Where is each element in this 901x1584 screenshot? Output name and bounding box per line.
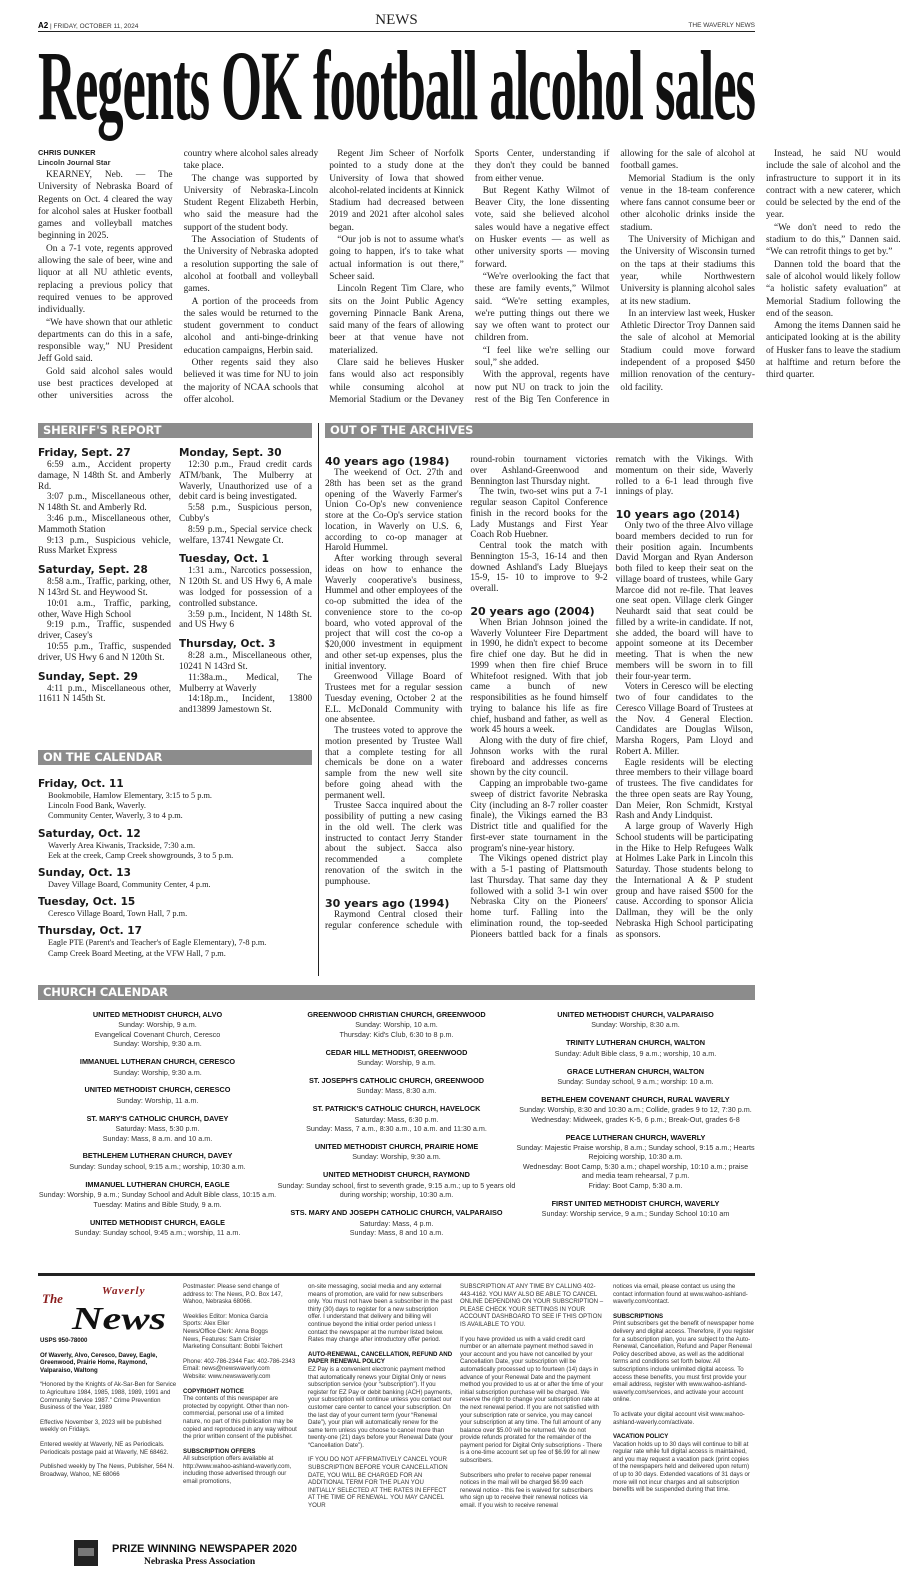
church-column <box>38 1010 277 1246</box>
sheriff-entry: 3:46 p.m., Miscellaneous other, Mammoth Station <box>38 513 171 535</box>
article-paragraph: Other regents said they also believed it was time for NU to join the majority of NCAA schools that offer alcohol. <box>183 358 319 405</box>
footer-text: To activate your digital account visit www.wahoo-ashland-waverly.com/activate. <box>613 1410 745 1426</box>
service-times: Tuesday: Matins and Bible Study, 9 a.m. <box>93 1199 222 1209</box>
sheriff-day-heading: Sunday, Sept. 29 <box>38 670 138 683</box>
calendar-header: ON THE CALENDAR <box>38 750 312 765</box>
calendar-event: Eagle PTE (Parent's and Teacher's of Eagle Elementary), 7-8 p.m. <box>48 938 267 948</box>
service-times: Sunday: Worship, 9 a.m. <box>357 1058 436 1068</box>
church-entry <box>38 1057 277 1077</box>
church-name: FIRST UNITED METHODIST CHURCH, WAVERLY <box>551 1198 720 1208</box>
archive-paragraph: Along with the duty of fire chief, Johnson works with the rural fireboard and addresses concerns shown by the city council. <box>470 736 608 779</box>
church-entry <box>516 1010 755 1030</box>
calendar-event: Community Center, Waverly, 3 to 4 p.m. <box>48 811 183 821</box>
archive-paragraph: Only two of the three Alvo village board members decided to run for their position again. Incumbents David Morgan and Ryan Anderson both filed to keep their seat on the village board of trustees, while Gary Marcoe did not re-file. That leaves one seat open. Village clerk Ginger Neuhardt said that seat could be filled by a write-in candidate. If not, she added, the board will have to appoint someone at its December meeting. That is when the new members will be sworn in to fill their four-year term. <box>615 521 753 682</box>
church-name: UNITED METHODIST CHURCH, EAGLE <box>90 1217 225 1227</box>
service-times: Thursday: Kid's Club, 6:30 to 8 p.m. <box>339 1029 454 1039</box>
calendar-event: Lincoln Food Bank, Waverly. <box>48 801 146 811</box>
article-paragraph: Instead, he said NU would include the sale of alcohol and the infrastructure to support it in its contract with a new caterer, which could be selected by the end of the year. <box>765 149 901 221</box>
article-paragraph: In an interview last week, Husker Athletic Director Troy Dannen said the sale of alcohol at Memorial Stadium could move forward independent of a proposed $450 million renovation of the century-old facility. <box>620 308 755 393</box>
sheriff-entry: 6:59 a.m., Accident property damage, N 148th St. and Amberly Rd. <box>38 460 171 492</box>
footer-text: The contents of this newspaper are protected by copyright. Other than non-commercial, personal use of a limited nature, no part of this publication may be copied and reproduced in any way without the prior written consent of the publisher. <box>183 1395 297 1441</box>
main-article <box>38 148 901 410</box>
church-name: TRINITY LUTHERAN CHURCH, WALTON <box>565 1038 706 1048</box>
sheriff-entry: 3:59 p.m., Incident, N 148th St. and US Hwy 6 <box>179 609 312 631</box>
service-times: Saturday: Mass, 4 p.m. <box>359 1218 434 1228</box>
calendar-content <box>38 772 312 959</box>
archive-paragraph: The twin, two-set wins put a 7-1 regular season Capitol Conference finish in the record books for the Lady Mustangs and First Year Coach Rob Huebner. <box>470 487 608 541</box>
archive-paragraph: Central took the match with Bennington 15-3, 16-14 and then downed Ashland's Lady Bluejays 15-9, 15- 10 to improve to 9-2 overall. <box>470 541 608 594</box>
church-name: ST. PATRICK'S CATHOLIC CHURCH, HAVELOCK <box>312 1104 481 1114</box>
footer-column-1 <box>40 1337 178 1485</box>
footer-text: Published weekly by The News, Publisher, 564 N. Broadway, Wahoo, NE 68066 <box>40 1463 175 1478</box>
article-paragraph: The change was supported by University of Nebraska-Lincoln Student Regent Elizabeth Herbin, who said the measure had the support of the student body. <box>183 173 319 233</box>
prize-badge <box>74 1540 314 1568</box>
church-name: UNITED METHODIST CHURCH, CERESCO <box>84 1085 231 1095</box>
footer-heading: SUBSCRIPTIONS <box>613 1312 664 1320</box>
article-paragraph: “Our job is not to assume what's going to happen, it's to take what actual information is out there,” Scheer said. <box>329 235 464 282</box>
article-paragraph: Among the items Dannen said he anticipated looking at is the ability of Husker fans to leave the stadium at halftime and return before the third quarter. <box>765 321 901 381</box>
church-name: CEDAR HILL METHODIST, GREENWOOD <box>325 1047 468 1057</box>
service-times: Sunday: Worship, 9 a.m. <box>118 1020 197 1030</box>
service-times: Sunday: Mass, 8 a.m. and 10 a.m. <box>102 1133 213 1143</box>
sheriff-entry: 14:18p.m., Incident, 13800 and13899 Jamestown St. <box>179 694 312 716</box>
sheriff-entry: 9:13 p.m., Suspicious vehicle, Russ Market Express <box>38 535 171 557</box>
sheriff-day-heading: Tuesday, Oct. 1 <box>179 553 269 566</box>
service-times: Sunday: Worship, 9:30 a.m. <box>113 1067 202 1077</box>
footer-text: Weeklies Editor: Monica Garcia Sports: Alex Eller News/Office Clerk: Anna Boggs News, Features: Sam Crisler Marketing Consultant: Bobbi Teichert <box>183 1312 283 1351</box>
sheriff-entry: 9:19 p.m., Traffic, suspended driver, Casey's <box>38 620 171 642</box>
prize-title: PRIZE WINNING NEWSPAPER 2020 <box>112 1543 297 1555</box>
archive-paragraph: The Vikings opened district play with a 5-1 pasting of Plattsmouth last Thursday. That same day they followed with a solid 3-1 win over Nebraska City on the Pioneers' home turf. Falling into the elimination round, the top-seeded Pioneers battled back for a finals rematch with the Vikings. With momentum on their side, Waverly rolled to a 6-1 lead through five innings of play. <box>470 455 753 940</box>
service-times: Friday: Boot Camp, 5:30 a.m. <box>588 1180 683 1190</box>
service-times: Evangelical Covenant Church, Ceresco <box>94 1029 221 1039</box>
footer-text: notices via email, please contact us using the contact information found at www.wahoo-ashland-waverly.com/contact. <box>613 1283 748 1306</box>
church-entry <box>516 1038 755 1058</box>
article-paragraph: On a 7-1 vote, regents approved allowing the sale of beer, wine and liquor at all NU athletic events, replacing a previous policy that required venues to be approved individually. <box>38 243 173 316</box>
calendar-event: Eek at the creek, Camp Creek showgrounds, 3 to 5 p.m. <box>48 850 234 860</box>
church-name: PEACE LUTHERAN CHURCH, WAVERLY <box>565 1132 706 1142</box>
footer-text: on-site messaging, social media and any external means of promotion, are valid for new subscribers only. You must not have been a subscriber in the past thirty (30) days to register for a new subscription offer. I understand that delivery and billing will continue beyond the initial order period unless I contact the newspaper at the number listed below. Rates may change after introductory offer period. <box>308 1283 453 1344</box>
church-name: IMMANUEL LUTHERAN CHURCH, EAGLE <box>85 1179 230 1189</box>
archive-paragraph: Trustee Sacca inquired about the possibility of putting a new casing in the old well. The clerk was instructed to contact Jerry Stander about the subject. Sacca also recommended a complete renovation of the switch in the pumphouse. <box>325 801 463 887</box>
article-paragraph: “We're overlooking the fact that these are family events,” Wilmot said. “We're setting examples, we're putting things out there we say we often want to protect our children from. <box>474 271 610 344</box>
article-paragraph: Dannen told the board that the sale of alcohol would likely follow “a holistic safety evaluation” at Memorial Stadium following the end of the season. <box>765 259 901 319</box>
church-calendar-header: CHURCH CALENDAR <box>38 985 755 1000</box>
sheriff-entry: 11:38a.m., Medical, The Mulberry at Waverly <box>179 672 312 694</box>
church-entry <box>277 1010 516 1039</box>
church-entry <box>277 1208 516 1237</box>
church-entry <box>516 1133 755 1190</box>
sheriff-entry: 10:01 a.m., Traffic, parking, other, Wave High School <box>38 598 171 620</box>
service-times: Sunday: Worship, 10 a.m. <box>355 1020 438 1030</box>
archive-heading: 20 years ago (2004) <box>470 604 595 618</box>
archives-content <box>325 455 753 975</box>
sheriff-day-heading: Monday, Sept. 30 <box>179 447 282 459</box>
calendar-day-heading: Sunday, Oct. 13 <box>38 867 131 880</box>
headline: Regents OK football alcohol sales <box>38 30 755 141</box>
footer-text: SUBSCRIPTION AT ANY TIME BY CALLING 402-443-4162. YOU MAY ALSO BE ABLE TO CANCEL ONLINE DEPENDING ON YOUR SUBSCRIPTION – PLEASE CHECK YOUR SETTINGS IN YOUR ACCOUNT DASHBOARD TO SEE IF THIS OPTION IS AVAILABLE TO YOU. <box>460 1283 604 1328</box>
footer-text: EZ Pay is a convenient electronic payment method that automatically renews your Digital Only or news subscription service (your “subscription”). If you register for EZ Pay or debit banking (ACH) payments, your subscription will continue unless you contact our customer care center to cancel your subscription. On the last day of your current term (your “Renewal Date”), your plan will automatically renew for the same term unless you choose to cancel more than twenty-one (21) days before your Renewal Date (your “Cancellation Date”). <box>308 1365 453 1449</box>
church-entry <box>38 1218 277 1238</box>
archive-paragraph: Raymond Central closed their regular conference schedule with round-robin tournament victories over Ashland-Greenwood and Bennington last Thursday night. <box>325 455 608 931</box>
sheriff-day-heading: Friday, Sept. 27 <box>38 447 131 459</box>
church-column <box>277 1010 516 1246</box>
footer-heading: Of Waverly, Alvo, Ceresco, Davey, Eagle, Greenwood, Prairie Home, Raymond, Valparaiso, Waltong <box>40 1351 158 1374</box>
article-paragraph: A portion of the proceeds from the sales would be returned to the student government to conduct alcohol and anti-binge-drinking education campaigns, Herbin said. <box>183 296 319 356</box>
calendar-event: Bookmobile, Hamlow Elementary, 3:15 to 5 p.m. <box>48 791 212 800</box>
church-entry <box>277 1104 516 1133</box>
church-name: ST. JOSEPH'S CATHOLIC CHURCH, GREENWOOD <box>308 1076 485 1086</box>
church-name: UNITED METHODIST CHURCH, RAYMOND <box>323 1170 470 1180</box>
sheriff-entry: 5:58 p.m., Suspicious person, Cubby's <box>179 503 312 524</box>
article-paragraph: “We don't need to redo the stadium to do this,” Dannen said. “We can retrofit things to get by.” <box>765 222 901 258</box>
sheriff-day-heading: Thursday, Oct. 3 <box>179 638 276 651</box>
sheriff-entry: 8:59 p.m., Special service check welfare, 13741 Newgate Ct. <box>179 524 312 546</box>
article-paragraph: “We have shown that our athletic departments can do this in a safe, responsible way,” NU President Jeff Gold said. <box>38 317 173 365</box>
calendar-event: Ceresco Village Board, Town Hall, 7 p.m. <box>48 909 188 919</box>
footer-heading: AUTO-RENEWAL, CANCELLATION, REFUND AND PAPER RENEWAL POLICY <box>308 1350 453 1366</box>
service-times: Sunday: Worship, 11 a.m. <box>116 1095 199 1105</box>
sheriff-entry: 10:55 p.m., Traffic, suspended driver, US Hwy 6 and N 120th St. <box>38 641 171 663</box>
church-name: BETHLEHEM COVENANT CHURCH, RURAL WAVERLY <box>541 1094 730 1104</box>
church-entry <box>277 1170 516 1199</box>
article-paragraph: With the approval, regents have now put NU on track to join the rest of the Big Ten Conference in allowing for the sale of alcohol at football games. <box>474 149 755 405</box>
footer-heading: VACATION POLICY <box>613 1433 669 1441</box>
archive-heading: 40 years ago (1984) <box>325 455 450 468</box>
footer-heading: USPS 950-78000 <box>40 1337 88 1344</box>
footer-text: Subscribers who prefer to receive paper renewal notices in the mail will be charged $6.99 each renewal notice - this fee is waived for subscribers who sign up to receive their renewal notices via email. If you wish to receive renewal <box>460 1471 593 1510</box>
article-paragraph: Clare said he believes Husker fans would also act responsibly while consuming alcohol at Memorial Stadium or the Devaney Sports Center, understanding if they don't they could be banned from either venue. <box>329 149 610 405</box>
footer-text: IF YOU DO NOT AFFIRMATIVELY CANCEL YOUR SUBSCRIPTION BEFORE YOUR CANCELLATION DATE, YOU WILL BE CHARGED FOR AN ADDITIONAL TERM FOR THE PLAN YOU INITIALLY SELECTED AT THE RATES IN EFFECT AT THE TIME OF RENEWAL. YOU MAY CANCEL YOUR <box>308 1456 448 1510</box>
service-times: Saturday: Mass, 5:30 p.m. <box>115 1124 200 1134</box>
calendar-day-heading: Saturday, Oct. 12 <box>38 827 141 840</box>
service-times: Sunday: Sunday school, 9:45 a.m.; worship, 11 a.m. <box>74 1227 241 1237</box>
church-entry <box>516 1199 755 1219</box>
service-times: Sunday: Worship, 9:30 a.m. <box>352 1152 441 1162</box>
church-column <box>516 1010 755 1246</box>
page-number: A2 <box>38 21 49 30</box>
footer-heading: COPYRIGHT NOTICE <box>183 1387 244 1395</box>
prize-org: Nebraska Press Association <box>144 1557 256 1567</box>
service-times: Sunday: Mass, 8:30 a.m. <box>356 1086 437 1096</box>
footer-text: Phone: 402-786-2344 Fax: 402-786-2343 Email: news@newswaverly.com Website: www.newswaverly.com <box>183 1357 296 1380</box>
sheriff-entry: 4:11 p.m., Miscellaneous other, 11611 N 145th St. <box>38 683 171 705</box>
church-entry <box>277 1076 516 1096</box>
service-times: Wednesday: Boot Camp, 5:30 a.m.; chapel worship, 10:10 a.m.; praise and media team rehearsal, 7 p.m. <box>522 1161 749 1181</box>
church-calendar <box>38 1010 755 1246</box>
church-name: UNITED METHODIST CHURCH, VALPARAISO <box>557 1010 714 1019</box>
footer-column-3 <box>308 1283 453 1517</box>
service-times: Sunday: Worship, 8:30 a.m. <box>591 1020 680 1030</box>
service-times: Saturday: Mass, 6:30 p.m. <box>354 1114 439 1124</box>
sheriff-entry: 8:28 a.m., Miscellaneous other, 10241 N 143rd St. <box>179 651 312 672</box>
service-times: Sunday: Sunday school, 9 a.m.; worship: 10 a.m. <box>557 1077 714 1087</box>
service-times: Sunday: Adult Bible class, 9 a.m.; worship, 10 a.m. <box>554 1048 717 1058</box>
church-entry <box>38 1010 277 1049</box>
service-times: Sunday: Mass, 8 and 10 a.m. <box>349 1227 444 1237</box>
footer-heading: SUBSCRIPTION OFFERS <box>183 1447 256 1455</box>
church-name: UNITED METHODIST CHURCH, ALVO <box>92 1010 223 1019</box>
church-entry <box>38 1085 277 1105</box>
sheriff-day-heading: Saturday, Sept. 28 <box>38 564 148 577</box>
footer-text: Entered weekly at Waverly, NE as Periodicals. Periodicals postage paid at Waverly, NE 68462. <box>40 1440 169 1456</box>
church-entry <box>277 1048 516 1068</box>
article-paragraph: The University of Michigan and the University of Wisconsin turned on the taps at their stadiums this year, while Northwestern University is planning alcohol sales at its new stadium. <box>620 235 755 307</box>
archive-paragraph: Greenwood Village Board of Trustees met for a regular session Tuesday evening, October 2 at the E.L. McDonald Community with one absentee. <box>325 672 463 726</box>
article-paragraph: Memorial Stadium is the only venue in the 18-team conference where fans cannot consume beer or other alcoholic drinks inside the stadium. <box>620 173 755 233</box>
church-entry <box>516 1067 755 1087</box>
footer-column-5 <box>613 1283 755 1501</box>
footer-text: Vacation holds up to 30 days will continue to bill at regular rate while full digital access is maintained, and you may request a vacation pack (print copies of the newspapers held and delivered upon return) of up to 30 days. Extended vacations of 31 days or more will not incur charges and all subscription benefits will be suspended during that time. <box>613 1440 750 1494</box>
archive-heading: 30 years ago (1994) <box>325 897 450 911</box>
article-paragraph: The Association of Students of the University of Nebraska adopted a resolution supporting the sale of alcohol at football and volleyball games. <box>183 235 319 295</box>
church-entry <box>38 1114 277 1143</box>
sheriff-entry: 1:31 a.m., Narcotics possession, N 120th St. and US Hwy 6, A male was lodged for possession of a controlled substance. <box>179 566 312 609</box>
sheriff-entry: 8:58 a.m., Traffic, parking, other, N 143rd St. and Heywood St. <box>38 577 171 598</box>
sheriff-report <box>38 447 312 722</box>
calendar-event: Waverly Area Kiwanis, Trackside, 7:30 a.m. <box>48 840 196 850</box>
logo-the: The <box>42 1291 63 1306</box>
church-name: UNITED METHODIST CHURCH, PRAIRIE HOME <box>314 1142 479 1152</box>
footer-text: All subscription offers available at http://www.wahoo-ashland-waverly.com, including those advertised through our email promotions, <box>183 1455 292 1486</box>
archive-paragraph: Eagle residents will be electing three members to their village board of trustees. The five candidates for the three open seats are Ray Young, Dan Meier, Ron Schmidt, Krstyal Rash and Andy Lindquist. <box>615 757 753 822</box>
calendar-day-heading: Thursday, Oct. 17 <box>38 925 142 938</box>
footer-column-2 <box>183 1283 301 1493</box>
archive-paragraph: Voters in Ceresco will be electing two of four candidates to the Ceresco Village Board of Trustees at the Nov. 4 General Election. Candidates are Douglas Wilson, Marsha Rogers, Pam Lloyd and Robert A. Miller. <box>615 682 753 757</box>
article-paragraph: Lincoln Regent Tim Clare, who sits on the Joint Public Agency governing Pinnacle Bank Arena, said many of the fears of allowing beer at that venue have not materialized. <box>329 284 464 356</box>
service-times: Sunday: Majestic Praise worship, 8 a.m.; Sunday school, 9:15 a.m.; Hearts Rejoicing worship, 10:30 a.m. <box>516 1143 755 1162</box>
article-paragraph: “I feel like we're selling our soul,” she added. <box>474 345 610 369</box>
logo-waverly: Waverly <box>102 1285 146 1297</box>
archive-paragraph: When Brian Johnson joined the Waverly Volunteer Fire Department in 1990, he didn't expect to become fire chief one day. But he did in 1999 when then fire chief Bruce Whitefoot resigned. With that job came a bunch of new responsibilities as he found himself trying to balance his life as fire chief, husband and father, as well as work 45 hours a week. <box>470 617 608 736</box>
church-entry <box>516 1095 755 1124</box>
footer-text: “Honored by the Knights of Ak-Sar-Ben for Service to Agriculture 1984, 1985, 1988, 1989, 1991 and Community Service 1987.” Crime Prevention Business of the Year, 1989 <box>40 1381 177 1412</box>
service-times: Sunday: Mass, 7 a.m., 8:30 a.m., 10 a.m. and 11:30 a.m. <box>306 1124 487 1134</box>
service-times: Sunday: Worship, 9 a.m.; Sunday School and Adult Bible class, 10:15 a.m. <box>38 1190 277 1200</box>
archive-heading: 10 years ago (2014) <box>615 508 741 521</box>
church-entry <box>38 1151 277 1171</box>
service-times: Sunday: Sunday school, first to seventh grade, 9:15 a.m.; up to 5 years old during worship; worship, 10:30 a.m. <box>277 1180 516 1200</box>
church-name: STS. MARY AND JOSEPH CATHOLIC CHURCH, VALPARAISO <box>290 1208 503 1218</box>
calendar-event: Camp Creek Board Meeting, at the VFW Hall, 7 p.m. <box>48 948 226 958</box>
archive-paragraph: A large group of Waverly High School students will be participating in the Hike to Help Refugees Walk at Holmes Lake Park in Lincoln this Saturday. Those students belong to the International A & P student group and have raised $500 for the cause. According to sponsor Alicia Dallman, they will be the only Nebraska High School participating as sponsors. <box>615 822 753 940</box>
calendar-day-heading: Tuesday, Oct. 15 <box>38 896 136 909</box>
footer-text: If you have provided us with a valid credit card number or an alternate payment method saved in your account and you have not cancelled by your Cancellation Date, your subscription will be automatically processed up to fourteen (14) days in advance of your Renewal Date and the payment method you provided to us at or after the time of your initial subscription purchase will be charged. We reserve the right to change your subscription rate at the next renewal period. If you are not satisfied with your subscription rate or service, you may cancel your subscription at any time. The full amount of any balance over $5.00 will be returned. We do not provide refunds prorated for the remainder of the payment period for Digital Only subscriptions - There is a one-time account set up fee of $6.99 for all new subscribers. <box>460 1335 604 1465</box>
archives-header: OUT OF THE ARCHIVES <box>325 423 753 438</box>
church-entry <box>38 1180 277 1209</box>
archive-paragraph: Capping an improbable two-game sweep of district favorite Nebraska City (including an 8-7 roller coaster finale), the Vikings earned the B3 District title and qualified for the first-ever state tournament in the program's nine-year history. <box>470 779 608 854</box>
service-times: Wednesday: Midweek, grades K-5, 6 p.m.; Break-Out, grades 6-8 <box>531 1114 740 1124</box>
sheriff-report-header: SHERIFF'S REPORT <box>38 423 312 438</box>
article-paragraph: But Regent Kathy Wilmot of Beaver City, the lone dissenting vote, said she believed alcohol sales would have a negative effect on Husker events — as well as other university sports — moving forward. <box>474 185 610 270</box>
church-name: ST. MARY'S CATHOLIC CHURCH, DAVEY <box>86 1113 229 1123</box>
service-times: Sunday: Sunday school, 9:15 a.m.; worship, 10:30 a.m. <box>69 1161 246 1171</box>
calendar-event: Davey Village Board, Community Center, 4 p.m. <box>48 880 211 890</box>
paper-name: THE WAVERLY NEWS <box>688 22 755 29</box>
byline-author: CHRIS DUNKER <box>38 148 96 157</box>
column-divider <box>318 423 319 976</box>
church-entry <box>277 1142 516 1162</box>
church-name: BETHLEHEM LUTHERAN CHURCH, DAVEY <box>82 1151 233 1161</box>
service-times: Sunday: Worship, 9:30 a.m. <box>113 1039 202 1049</box>
church-name: IMMANUEL LUTHERAN CHURCH, CERESCO <box>79 1057 236 1067</box>
calendar-day-heading: Friday, Oct. 11 <box>38 778 124 790</box>
footer-rule <box>38 1273 755 1276</box>
waverly-news-logo <box>40 1283 170 1336</box>
church-name: GREENWOOD CHRISTIAN CHURCH, GREENWOOD <box>307 1010 486 1019</box>
issue-date: FRIDAY, OCTOBER 11, 2024 <box>53 23 139 30</box>
service-times: Sunday: Worship, 8:30 and 10:30 a.m.; Collide, grades 9 to 12, 7:30 p.m. <box>519 1105 752 1115</box>
sheriff-entry: 3:07 p.m., Miscellaneous other, N 148th St. and Amberly Rd. <box>38 492 171 514</box>
archive-paragraph: After working through several ideas on how to enhance the Waverly cooperative's business, Hummel and other employees of the co-op submitted the idea of the convenience store to the co-op board, who voted approval of the project that will cost the co-op a $20,000 investment in equipment and other set-up expenses, plus the initial inventory. <box>325 554 463 672</box>
footer-text: Effective November 3, 2023 will be published weekly on Fridays. <box>40 1418 162 1434</box>
article-paragraph: Gold said alcohol sales would use best practices developed at other universities across the country where alcohol sales already take place. <box>38 149 319 402</box>
footer-text: Postmaster: Please send change of address to: The News, P.O. Box 147, Wahoo, Nebraska 68066. <box>183 1283 283 1306</box>
byline-source: Lincoln Journal Star <box>38 158 111 167</box>
service-times: Sunday: Worship service, 9 a.m.; Sunday School 10:10 am <box>541 1209 730 1218</box>
footer-text: Print subscribers get the benefit of newspaper home delivery and digital access. Therefore, if you register for a subscription plan, you are subject to the Auto-Renewal, Cancellation, Refund and Paper Renewal Policy described above, as well as the additional terms and conditions set forth below. All subscriptions include unlimited digital access. To access these benefits, you must first provide your email address, register with www.wahoo-ashland-waverly.com/services, and activate your account online. <box>613 1320 754 1404</box>
archive-paragraph: The weekend of Oct. 27th and 28th has been set as the grand opening of the Waverly Farmer's Union Co-Op's new convenience store at the Co-Op's service station location, in Waverly on U.S. 6, according to co-op manager at Harold Hummel. <box>325 468 463 554</box>
church-name: GRACE LUTHERAN CHURCH, WALTON <box>566 1066 705 1076</box>
logo-news: News <box>70 1300 166 1336</box>
archive-paragraph: The trustees voted to approve the motion presented by Trustee Wall that a complete testing for all chemicals be done on a water sample from the new well site before going ahead with the permanent well. <box>325 726 463 801</box>
sheriff-entry: 12:30 p.m., Fraud credit cards ATM/bank, The Mulberry at Waverly, Unauthorized use of a debit card is being investigated. <box>179 460 312 503</box>
article-paragraph: KEARNEY, Neb. — The University of Nebraska Board of Regents on Oct. 4 cleared the way for alcohol sales at Husker football games and volleyball matches beginning in 2025. <box>38 170 173 242</box>
article-paragraph: Regent Jim Scheer of Norfolk pointed to a study done at the University of Iowa that showed alcohol-related incidents at Kinnick Stadium had decreased between 2019 and 2021 after alcohol sales began. <box>329 149 464 233</box>
section-name: NEWS <box>375 12 418 28</box>
footer-column-4 <box>460 1283 605 1517</box>
folio-left: A2 | FRIDAY, OCTOBER 11, 2024 <box>38 21 139 30</box>
